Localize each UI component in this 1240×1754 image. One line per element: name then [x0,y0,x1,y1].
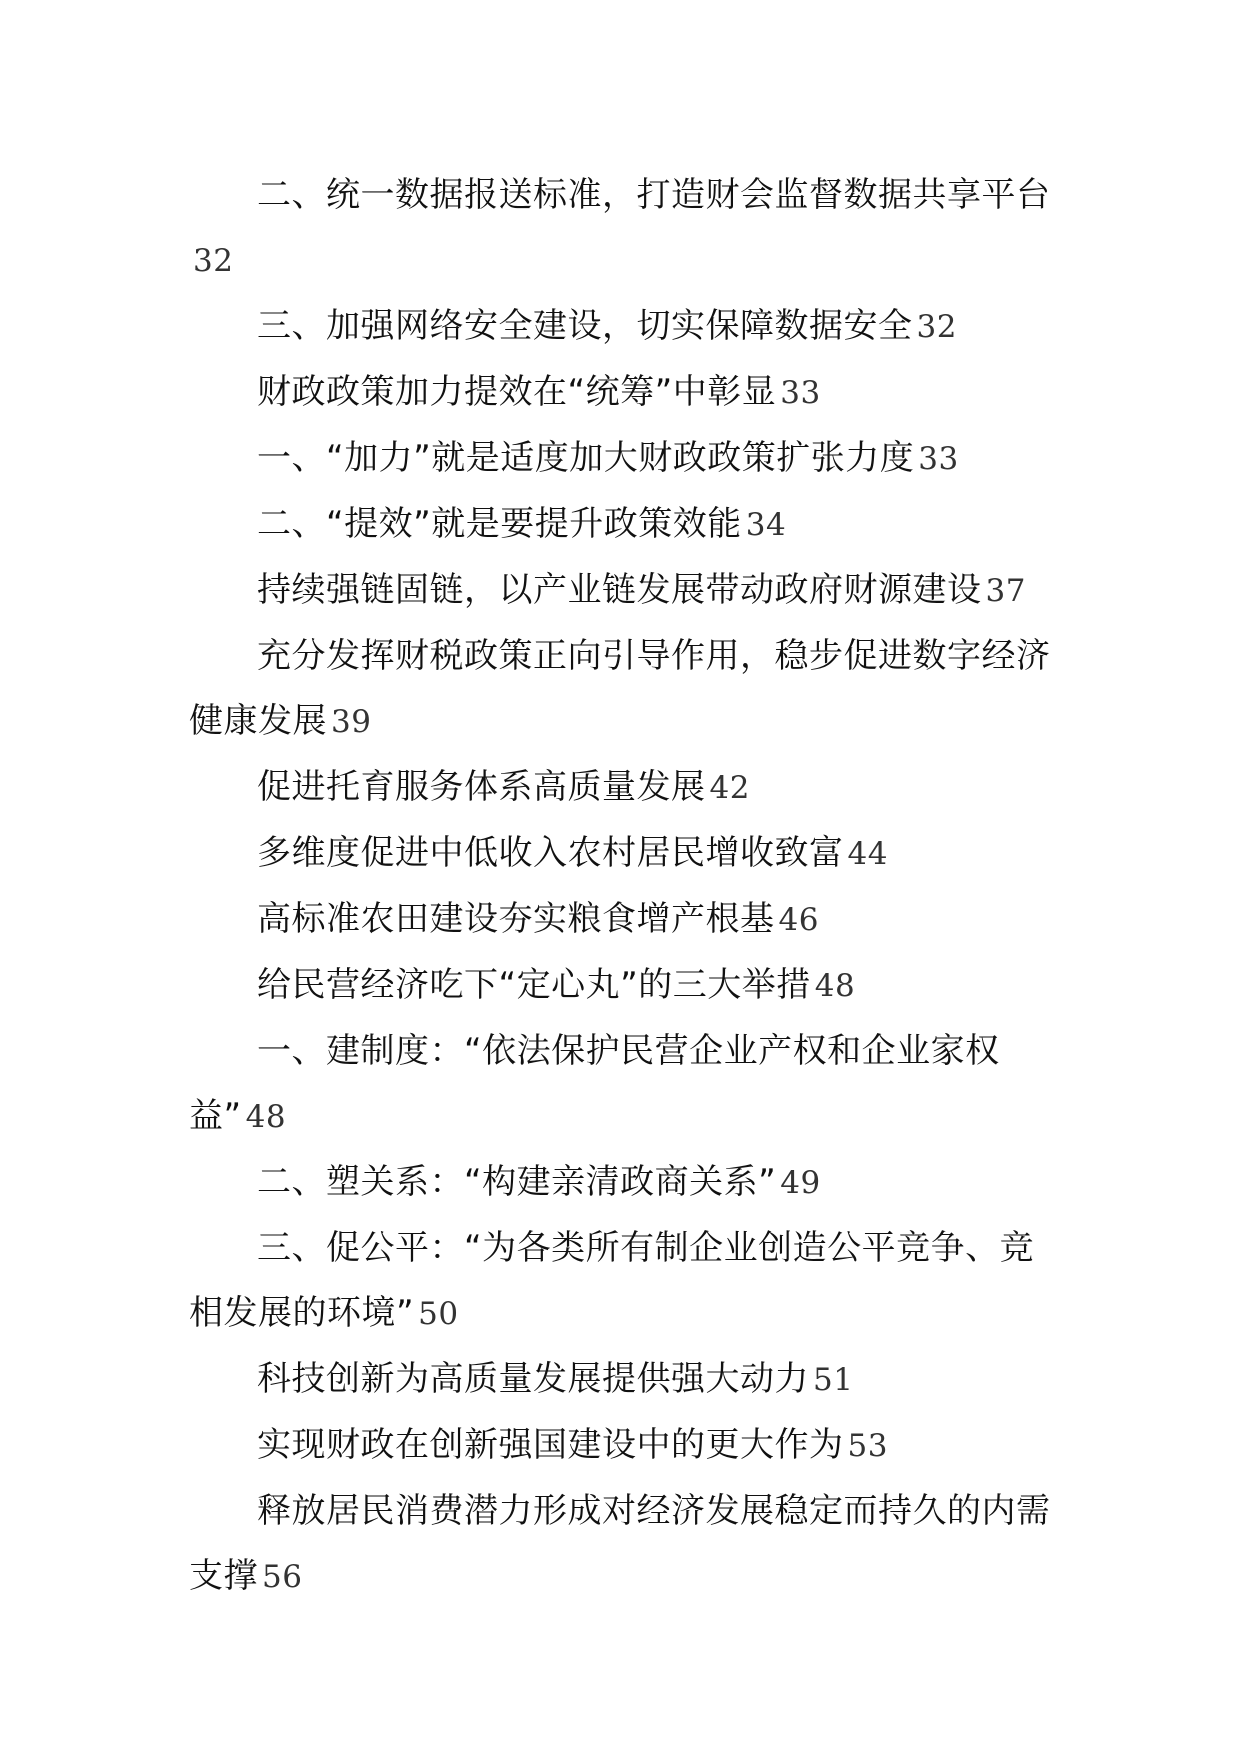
toc-entry-page: 32 [916,309,957,345]
toc-entry-title: 二、统一数据报送标准，打造财会监督数据共享平台 [257,175,1051,215]
toc-entry-title: 高标准农田建设夯实粮食增产根基 [257,899,775,939]
toc-entry-title: 二、“提效”就是要提升政策效能 [257,504,742,544]
toc-entry-page: 48 [814,968,856,1004]
toc-entry-title: 给民营经济吃下“定心丸”的三大举措 [257,965,811,1005]
toc-entry-title: 持续强链固链，以产业链发展带动政府财源建设 [257,570,982,610]
toc-entry-page: 51 [813,1362,854,1398]
toc-entry[interactable] [189,294,1059,360]
toc-entry-title: 三、促公平：“为各类所有制企业创造公平竞争、竞相发展的环境” [189,1228,1035,1333]
toc-entry-page: 42 [709,770,750,806]
toc-entry[interactable] [189,1150,1059,1216]
toc-entry-title: 二、塑关系：“构建亲清政商关系” [257,1162,777,1202]
toc-entry-page: 37 [985,573,1026,609]
toc-entry-title: 一、建制度：“依法保护民营企业产权和企业家权益” [189,1031,1000,1136]
toc-entry-title: 释放居民消费潜力形成对经济发展稳定而持久的内需支撑 [189,1491,1051,1596]
toc-entry[interactable] [189,426,1059,492]
toc-entry-title: 促进托育服务体系高质量发展 [257,767,706,807]
toc-entry-page: 39 [331,704,372,740]
toc-entry-page: 56 [262,1559,303,1595]
toc-entry-title: 科技创新为高质量发展提供强大动力 [257,1359,809,1399]
toc-entry-page: 53 [847,1428,888,1464]
toc-entry[interactable] [189,1216,1059,1347]
toc-entry-page: 50 [418,1296,459,1332]
toc-entry-title: 财政政策加力提效在“统筹”中彰显 [257,372,777,412]
toc-entry-page: 34 [745,507,787,543]
toc-entry[interactable] [189,1019,1059,1150]
toc-entry[interactable] [189,887,1059,953]
toc-entry-page: 46 [778,902,819,938]
toc-entry[interactable] [189,755,1059,821]
table-of-contents [189,163,1059,1610]
toc-entry-title: 多维度促进中低收入农村居民增收致富 [257,833,844,873]
toc-entry-page: 33 [918,441,959,477]
toc-entry[interactable] [189,558,1059,624]
toc-entry[interactable] [189,1413,1059,1479]
toc-entry[interactable] [189,360,1059,426]
toc-entry[interactable] [189,821,1059,887]
toc-entry[interactable] [189,163,1059,294]
toc-entry[interactable] [189,953,1059,1019]
toc-entry-title: 充分发挥财税政策正向引导作用，稳步促进数字经济健康发展 [189,636,1051,741]
toc-entry-title: 实现财政在创新强国建设中的更大作为 [257,1425,844,1465]
toc-entry[interactable] [189,1347,1059,1413]
toc-entry-page: 33 [780,375,821,411]
toc-entry-page: 48 [245,1099,287,1135]
toc-entry[interactable] [189,1479,1059,1610]
toc-entry-title: 三、加强网络安全建设，切实保障数据安全 [257,306,913,346]
toc-entry-title: 一、“加力”就是适度加大财政政策扩张力度 [257,438,915,478]
toc-entry[interactable] [189,624,1059,755]
toc-entry[interactable] [189,492,1059,558]
toc-entry-page: 49 [780,1165,821,1201]
toc-entry-page: 32 [193,243,234,279]
toc-entry-page: 44 [847,836,888,872]
